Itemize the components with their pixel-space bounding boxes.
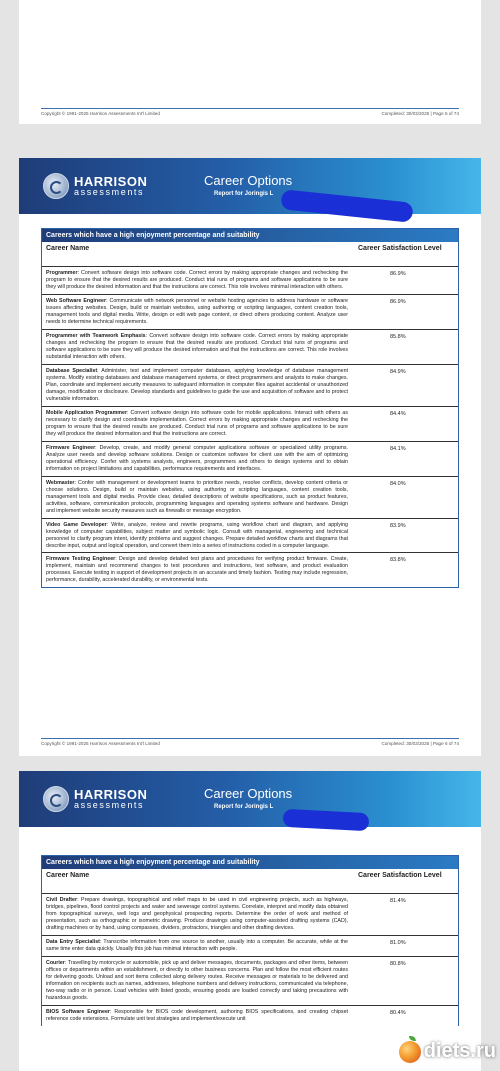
report-page-7: [19, 771, 481, 1071]
banner-title: Career Options: [204, 173, 293, 188]
career-desc-text: : Confer with management or development teams to prioritize needs, resolve conflicts, develop content criteria or choose solutions. Design, build or maintain websites, using authoring or scripting languages, content creation tools, management tools and digital media. Provide clear, detailed descriptions of website specifications, such as product features, activities, software, communication protocols, programming languages and operating systems software and hardware. Design and implement website security measures such as firewalls or message encryption.: [46, 479, 348, 514]
table-row: [42, 295, 458, 330]
logo-subtitle: assessments: [74, 187, 145, 197]
career-desc-text: : Administer, test and implement computer databases, applying knowledge of database management systems. Modify existing databases and database management systems, or direct programmers and analysts to make changes. Plan, coordinate and implement security measures to safeguard information in computer files against accidental or unauthorized damage, modification or disclosure. Develop standards and guidelines to guide the use and acquisition of software and to protect vulnerable information.: [46, 367, 348, 402]
column-career-name: Career Name: [46, 245, 90, 252]
career-title: Firmware Testing Engineer: [46, 556, 116, 563]
career-title: Firmware Engineer: [46, 444, 96, 451]
banner-subtitle: Report for Joringis L: [214, 804, 274, 810]
footer-copyright: Copyright © 1991-2025 Harrison Assessments Int'l Limited: [41, 111, 160, 116]
report-page-5: [19, 0, 481, 124]
career-desc-text: : Convert software design into software code for mobile applications. Interact with others as necessary to clarify design and coordinate implementation. Correct errors by making appropriate changes and rechecking the program to ensure that the desired results are produced. Conduct trial runs of programs and software applications to be sure they will produce the desired information and that the instructions are correct.: [46, 409, 348, 437]
satisfaction-value: 86.9%: [390, 271, 406, 277]
report-banner: [19, 158, 481, 214]
satisfaction-value: 83.9%: [390, 522, 406, 529]
apple-icon: [399, 1041, 421, 1063]
career-desc-text: : Write, analyze, review and rewrite programs, using workflow chart and diagram, and applying knowledge of computer capabilities, subject matter and symbolic logic. Consult with managerial, engineering and technical personnel to clarify program intent, identify problems and suggest changes. Prepare detailed workflow charts and diagrams that describe input, output and logical operation, and convert them into a series of instructions coded in a computer language.: [46, 521, 348, 549]
column-satisfaction-level: Career Satisfaction Level: [358, 245, 442, 252]
career-desc-text: : Travelling by motorcycle or automobile, pick up and deliver messages, documents, packages and other items, between offices or departments within an establishment, or directly to other business concerns. Plan and follow the most efficient routes for delivering goods. Unload and sort items collected along delivery routes. Receive messages or materials to be delivered and information on recipients such as names, addresses, telephone numbers and delivery instructions, communicated via telephone, two-way radio or in person. Load vehicles with listed goods, ensuring goods are loaded correctly and taking precautions with hazardous goods.: [46, 959, 348, 1001]
career-description: [46, 556, 358, 584]
career-desc-text: : Transcribe information from one source to another, usually into a computer. Be accurate, while at the same time enter data quickly. Usually this job has minimal interaction with people.: [46, 938, 348, 952]
footer-page-number: Completed: 30/03/2025 | Page 5 of 74: [381, 111, 459, 116]
career-title: Programmer: [46, 270, 78, 276]
satisfaction-value: 84.9%: [390, 368, 406, 375]
careers-table: [41, 228, 459, 588]
table-row: [42, 330, 458, 365]
table-row: [42, 1006, 458, 1026]
report-banner: [19, 771, 481, 827]
satisfaction-value: 84.0%: [390, 480, 406, 487]
career-description: [46, 897, 358, 932]
table-row: [42, 365, 458, 407]
satisfaction-value: 80.8%: [390, 960, 406, 967]
career-description: [46, 445, 358, 473]
table-row: [42, 442, 458, 477]
career-description: [46, 960, 358, 1002]
career-desc-text: : Develop, create, and modify general computer applications software or specialized utility programs. Analyze user needs and develop software solutions. Design or customize software for client use with the aim of optimizing operational efficiency. Confer with systems analysts, engineers, programmers and others to design systems and to obtain information on project limitations and capabilities, performance requirements and interfaces.: [46, 444, 348, 472]
career-title: Courier: [46, 959, 65, 966]
career-desc-text: : Responsible for BIOS code development, authoring BIOS specifications, and creating chipset reference code extensions. Formulate unit test strategies and implement/execute unit: [46, 1008, 348, 1022]
career-title: Civil Drafter: [46, 897, 78, 903]
logo-name: HARRISON: [74, 787, 148, 802]
career-desc-text: : Prepare drawings, topographical and relief maps to be used in civil engineering projects, such as highways, bridges, pipelines, flood control projects and water and sewerage control systems. Correlate, interpret and modify data obtained from topographical surveys, well logs and geophysical prospecting reports. Determine the order of work and method of presentation, such as orthographic or isometric drawing. Produce drawings using computer-assisted drafting systems (CAD), drafting machines or by hand, using compasses, dividers, protractors, triangles and other drafting devices.: [46, 897, 348, 931]
satisfaction-value: 81.4%: [390, 898, 406, 904]
table-row: [42, 407, 458, 442]
table-row: [42, 553, 458, 587]
page-footer: [41, 738, 459, 746]
career-description: [46, 522, 358, 550]
career-description: [46, 939, 358, 953]
logo-emblem-icon: [43, 173, 69, 199]
career-description: [46, 410, 358, 438]
career-description: [46, 333, 358, 361]
harrison-logo: [43, 173, 147, 199]
redaction-scribble: [280, 189, 413, 223]
career-title: Webmaster: [46, 479, 75, 486]
career-description: [46, 298, 358, 326]
table-body: [42, 267, 458, 587]
table-row: [42, 519, 458, 554]
table-row: [42, 267, 458, 295]
table-column-headers: [42, 242, 458, 267]
career-title: Mobile Application Programmer: [46, 409, 128, 416]
satisfaction-value: 83.8%: [390, 557, 406, 564]
watermark-text: diets.ru: [423, 1040, 496, 1062]
footer-copyright: Copyright © 1991-2025 Harrison Assessments Int'l Limited: [41, 741, 160, 746]
footer-page-number: Completed: 30/03/2025 | Page 6 of 74: [381, 741, 459, 746]
page-footer: [41, 108, 459, 116]
career-description: [46, 480, 358, 515]
logo-subtitle: assessments: [74, 800, 145, 810]
satisfaction-value: 80.4%: [390, 1009, 406, 1016]
redaction-scribble: [283, 809, 370, 831]
career-desc-text: : Communicate with network personnel or website hosting agencies to address hardware or software issues affecting websites. Design, build or maintain websites, using authoring or scripting languages, content creation tools, management tools and digital media. Write, design or edit web page content, or direct others producing content. Analyze user needs to determine technical requirements.: [46, 297, 349, 325]
satisfaction-value: 85.8%: [390, 333, 406, 340]
career-desc-text: : Convert software design into software code. Correct errors by making appropriate changes and rechecking the program to ensure that the desired results are produced. Conduct trial runs of programs and software applications to be sure they will produce the desired information and that the instructions are correct. This role involves minimal interaction with others.: [46, 270, 348, 290]
career-title: BIOS Software Engineer: [46, 1008, 110, 1015]
table-heading: Careers which have a high enjoyment percentage and suitability: [42, 856, 458, 869]
career-description: [46, 1009, 358, 1023]
table-row: [42, 894, 458, 936]
table-body: [42, 894, 458, 1026]
satisfaction-value: 81.0%: [390, 939, 406, 946]
banner-subtitle: Report for Joringis L: [214, 191, 274, 197]
table-row: [42, 477, 458, 519]
career-title: Database Specialist: [46, 367, 98, 374]
logo-emblem-icon: [43, 786, 69, 812]
career-description: [46, 270, 358, 291]
satisfaction-value: 84.4%: [390, 410, 406, 417]
satisfaction-value: 84.1%: [390, 445, 406, 452]
table-row: [42, 957, 458, 1006]
career-desc-text: : Convert software design into software code. Correct errors by making appropriate changes and rechecking the program to ensure that the desired results are produced. Conduct trial runs of programs and software applications to be sure they will produce the desired information and that the instructions are correct. This role involves substantial interaction with others.: [46, 332, 348, 360]
career-title: Web Software Engineer: [46, 297, 107, 304]
table-heading: Careers which have a high enjoyment percentage and suitability: [42, 229, 458, 242]
career-description: [46, 368, 358, 403]
banner-title: Career Options: [204, 786, 293, 801]
logo-name: HARRISON: [74, 174, 148, 189]
column-career-name: Career Name: [46, 872, 90, 879]
career-title: Programmer with Teamwork Emphasis: [46, 332, 146, 339]
careers-table: [41, 855, 459, 1026]
career-title: Video Game Developer: [46, 521, 107, 528]
report-page-6: [19, 158, 481, 756]
column-satisfaction-level: Career Satisfaction Level: [358, 872, 442, 879]
site-watermark: [399, 1040, 496, 1063]
table-row: [42, 936, 458, 957]
table-column-headers: [42, 869, 458, 894]
career-desc-text: : Design and develop detailed test plans and procedures for verifying product firmware. Create, implement, maintain and recommend changes to test procedures and instructions, test software, and product evaluation processes. Execute testing in support of development projects in an accurate and timely fashion. Testing may include regression, performance, durability, accelerated durability, or environmental tests.: [46, 556, 348, 584]
harrison-logo: [43, 786, 147, 812]
career-title: Data Entry Specialist: [46, 938, 100, 945]
satisfaction-value: 86.9%: [390, 298, 406, 305]
